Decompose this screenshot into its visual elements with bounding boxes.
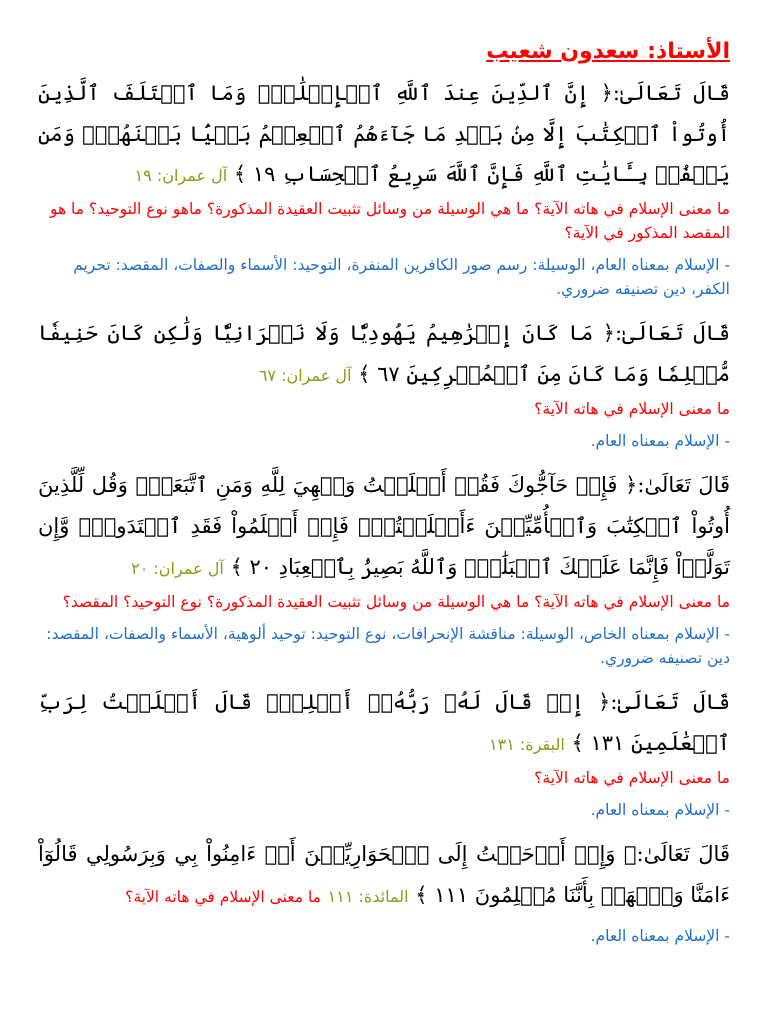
verse-block-5 [38, 834, 730, 948]
verse-reference: آل عمران: ٢٠ [131, 559, 224, 579]
verse-block-3 [38, 465, 730, 670]
answer-text: - الإسلام بمعناه العام. [590, 927, 730, 946]
verse-reference: المائدة: ١١١ [327, 887, 409, 907]
verse-text [38, 834, 730, 916]
verse-body: قَالَ تَعَالَىٰ:﴿ فَإِنۡ حَآجُّوكَ فَقُلۡ أَسۡلَمۡتُ وَجۡهِيَ لِلَّهِ وَمَنِ ٱتَّبَعَنِۗ وَقُل لِّلَّذِينَ أُوتُواْ ٱلۡكِتَٰبَ وَٱلۡأُمِّيِّـۧنَ ءَأَسۡلَمۡتُمۡۚ فَإِنۡ أَسۡلَمُواْ فَقَدِ ٱهۡتَدَواْۖ وَّإِن تَوَلَّوۡاْ فَإِنَّمَا عَلَيۡكَ ٱلۡبَلَٰغُۗ وَٱللَّهُ بَصِيرُۢ بِٱلۡعِبَادِ ٢٠ ﴾ [38, 473, 730, 580]
verse-block-4 [38, 682, 730, 822]
question-text: ما معنى الإسلام في هاته الآية؟ ما هي الوسيلة من وسائل تثبيت العقيدة المذكورة؟ ماهو نوع التوحيد؟ ما هو المقصد المذكور في الآية؟ [49, 200, 730, 243]
question-text: ما معنى الإسلام في هاته الآية؟ [534, 400, 730, 419]
verse-text [38, 682, 730, 764]
verse-body: قَالَ تَعَالَىٰ:﴿ إِذۡ قَالَ لَهُۥ رَبُّهُۥٓ أَسۡلِمۡۖ قَالَ أَسۡلَمۡتُ لِرَبِّ ٱلۡعَٰلَمِينَ ١٣١ ﴾ [38, 690, 730, 756]
question-text: ما معنى الإسلام في هاته الآية؟ [534, 769, 730, 788]
verse-text [38, 465, 730, 588]
answer-text: - الإسلام بمعناه العام. [590, 432, 730, 451]
verse-reference: آل عمران: ٦٧ [258, 366, 352, 386]
question-text: ما معنى الإسلام في هاته الآية؟ ما هي الوسيلة من وسائل تثبيت العقيدة المذكورة؟ نوع التوحيد؟ المقصد؟ [62, 593, 730, 612]
verse-reference: البقرة: ١٣١ [489, 735, 565, 755]
answer-text: - الإسلام بمعناه العام. [590, 801, 730, 820]
verse-block-1 [38, 73, 730, 302]
answer-text: - الإسلام بمعناه الخاص، الوسيلة: مناقشة الإنحرافات، نوع التوحيد: توحيد ألوهية، الأسماء والصفات، المقصد: دين تصنيفه ضروري. [46, 625, 730, 668]
verse-text [38, 73, 730, 196]
answer-text: - الإسلام بمعناه العام، الوسيلة: رسم صور الكافرين المنفرة، التوحيد: الأسماء والصفات، المقصد: تحريم الكفر، دين تصنيفه ضروري. [73, 256, 730, 299]
verse-reference: آل عمران: ١٩ [134, 166, 228, 186]
verse-text [38, 313, 730, 395]
verse-block-2 [38, 313, 730, 453]
verse-body: قَالَ تَعَالَىٰ:﴿ وَإِذۡ أَوۡحَيۡتُ إِلَى ٱلۡحَوَارِيِّـۧنَ أَنۡ ءَامِنُواْ بِي وَبِرَسُولِي قَالُوٓاْ ءَامَنَّا وَٱشۡهَدۡ بِأَنَّنَا مُسۡلِمُونَ ١١١ ﴾ [38, 842, 730, 908]
verse-body: قَالَ تَعَالَىٰ:﴿ إِنَّ ٱلدِّينَ عِندَ ٱللَّهِ ٱلۡإِسۡلَٰمُۗ وَمَا ٱخۡتَلَفَ ٱلَّذِينَ أُوتُواْ ٱلۡكِتَٰبَ إِلَّا مِنۢ بَعۡدِ مَا جَآءَهُمُ ٱلۡعِلۡمُ بَغۡيَۢا بَيۡنَهُمۡۗ وَمَن يَكۡفُرۡ بِـَٔايَٰتِ ٱللَّهِ فَإِنَّ ٱللَّهَ سَرِيعُ ٱلۡحِسَابِ ١٩ ﴾ [38, 80, 730, 187]
question-text-inline: ما معنى الإسلام في هاته الآية؟ [125, 888, 321, 907]
verse-body: قَالَ تَعَالَىٰ:﴿ مَا كَانَ إِبۡرَٰهِيمُ يَهُودِيّٗا وَلَا نَصۡرَانِيّٗا وَلَٰكِن كَانَ حَنِيفٗا مُّسۡلِمٗا وَمَا كَانَ مِنَ ٱلۡمُشۡرِكِينَ ٦٧ ﴾ [38, 321, 730, 387]
page-title: الأستاذ: سعدون شعيب [486, 39, 730, 64]
